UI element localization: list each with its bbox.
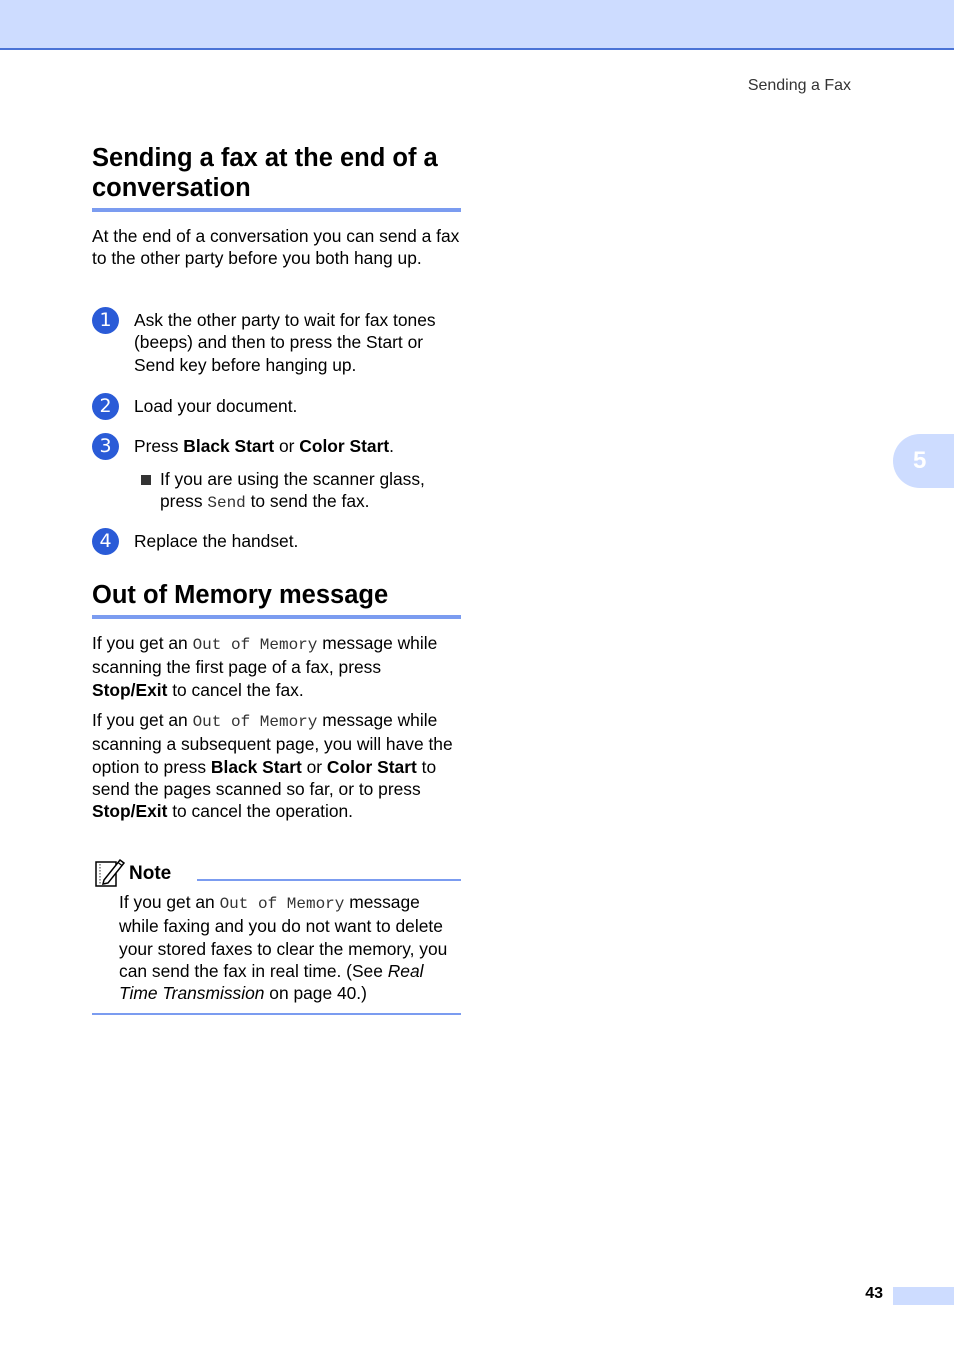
page-number: 43 xyxy=(865,1285,883,1302)
note-body: If you get an Out of Memory message while faxing and you do not want to delete your stored faxes to clear the memory, you can send the fax in real time. (See Real Time Transmission on page 40.) xyxy=(119,892,448,1004)
step-text: Replace the handset. xyxy=(134,531,299,551)
stop-exit-key: Stop/Exit xyxy=(92,801,168,822)
step-number-icon: 3 xyxy=(92,433,119,460)
section-title-line2: conversation xyxy=(92,174,251,202)
step-text: Load your document. xyxy=(134,396,298,416)
step-text: Press Black Start or Color Start. xyxy=(134,436,394,456)
running-header: Sending a Fax xyxy=(747,77,851,94)
out-of-memory-code: Out of Memory xyxy=(219,895,345,913)
bullet-text: If you are using the scanner glass, press Send to send the fax. xyxy=(160,469,425,513)
note-divider xyxy=(197,879,461,881)
stop-exit-key: Stop/Exit xyxy=(92,679,168,700)
note-label: Note xyxy=(129,863,172,884)
black-start-key: Black Start xyxy=(183,436,275,456)
color-start-key: Color Start xyxy=(326,756,417,777)
section-rule xyxy=(92,615,461,619)
step-number-icon: 4 xyxy=(92,528,119,555)
chapter-number: 5 xyxy=(913,447,927,474)
step-number-icon: 2 xyxy=(92,393,119,420)
out-of-memory-code: Out of Memory xyxy=(192,713,318,731)
out-of-memory-paragraph-1: If you get an Out of Memory message while scanning the first page of a fax, press Stop/Exit to cancel the fax. xyxy=(92,633,438,700)
out-of-memory-paragraph-2: If you get an Out of Memory message while scanning a subsequent page, you will have the option to press Black Start or Color Start to send the pages scanned so far, or to press Stop/Exit to cancel the operation. xyxy=(92,710,453,822)
bullet-square-icon xyxy=(141,475,151,485)
note-bottom-rule xyxy=(92,1013,461,1015)
note-header xyxy=(94,856,461,884)
section-rule xyxy=(92,208,461,212)
cross-reference-link[interactable]: Real Time Transmission xyxy=(119,960,424,1004)
section-title-line1: Sending a fax at the end of a xyxy=(92,144,438,172)
page-number-bar xyxy=(893,1287,954,1305)
step-text: Ask the other party to wait for fax tones (beeps) and then to press the Start or Send key before hanging up. xyxy=(134,310,436,375)
top-header-band xyxy=(0,0,954,50)
note-pencil-icon xyxy=(94,856,126,888)
section-heading-out-of-memory: Out of Memory message xyxy=(92,581,389,609)
section-heading-send-end-of-conversation xyxy=(92,143,461,203)
step-number-icon: 1 xyxy=(92,307,119,334)
black-start-key: Black Start xyxy=(210,756,302,777)
color-start-key: Color Start xyxy=(299,436,390,456)
out-of-memory-code: Out of Memory xyxy=(192,636,318,654)
chapter-tab xyxy=(893,434,954,488)
intro-paragraph: At the end of a conversation you can send a fax to the other party before you both hang up. xyxy=(92,226,460,269)
send-key-label: Send xyxy=(207,494,246,513)
